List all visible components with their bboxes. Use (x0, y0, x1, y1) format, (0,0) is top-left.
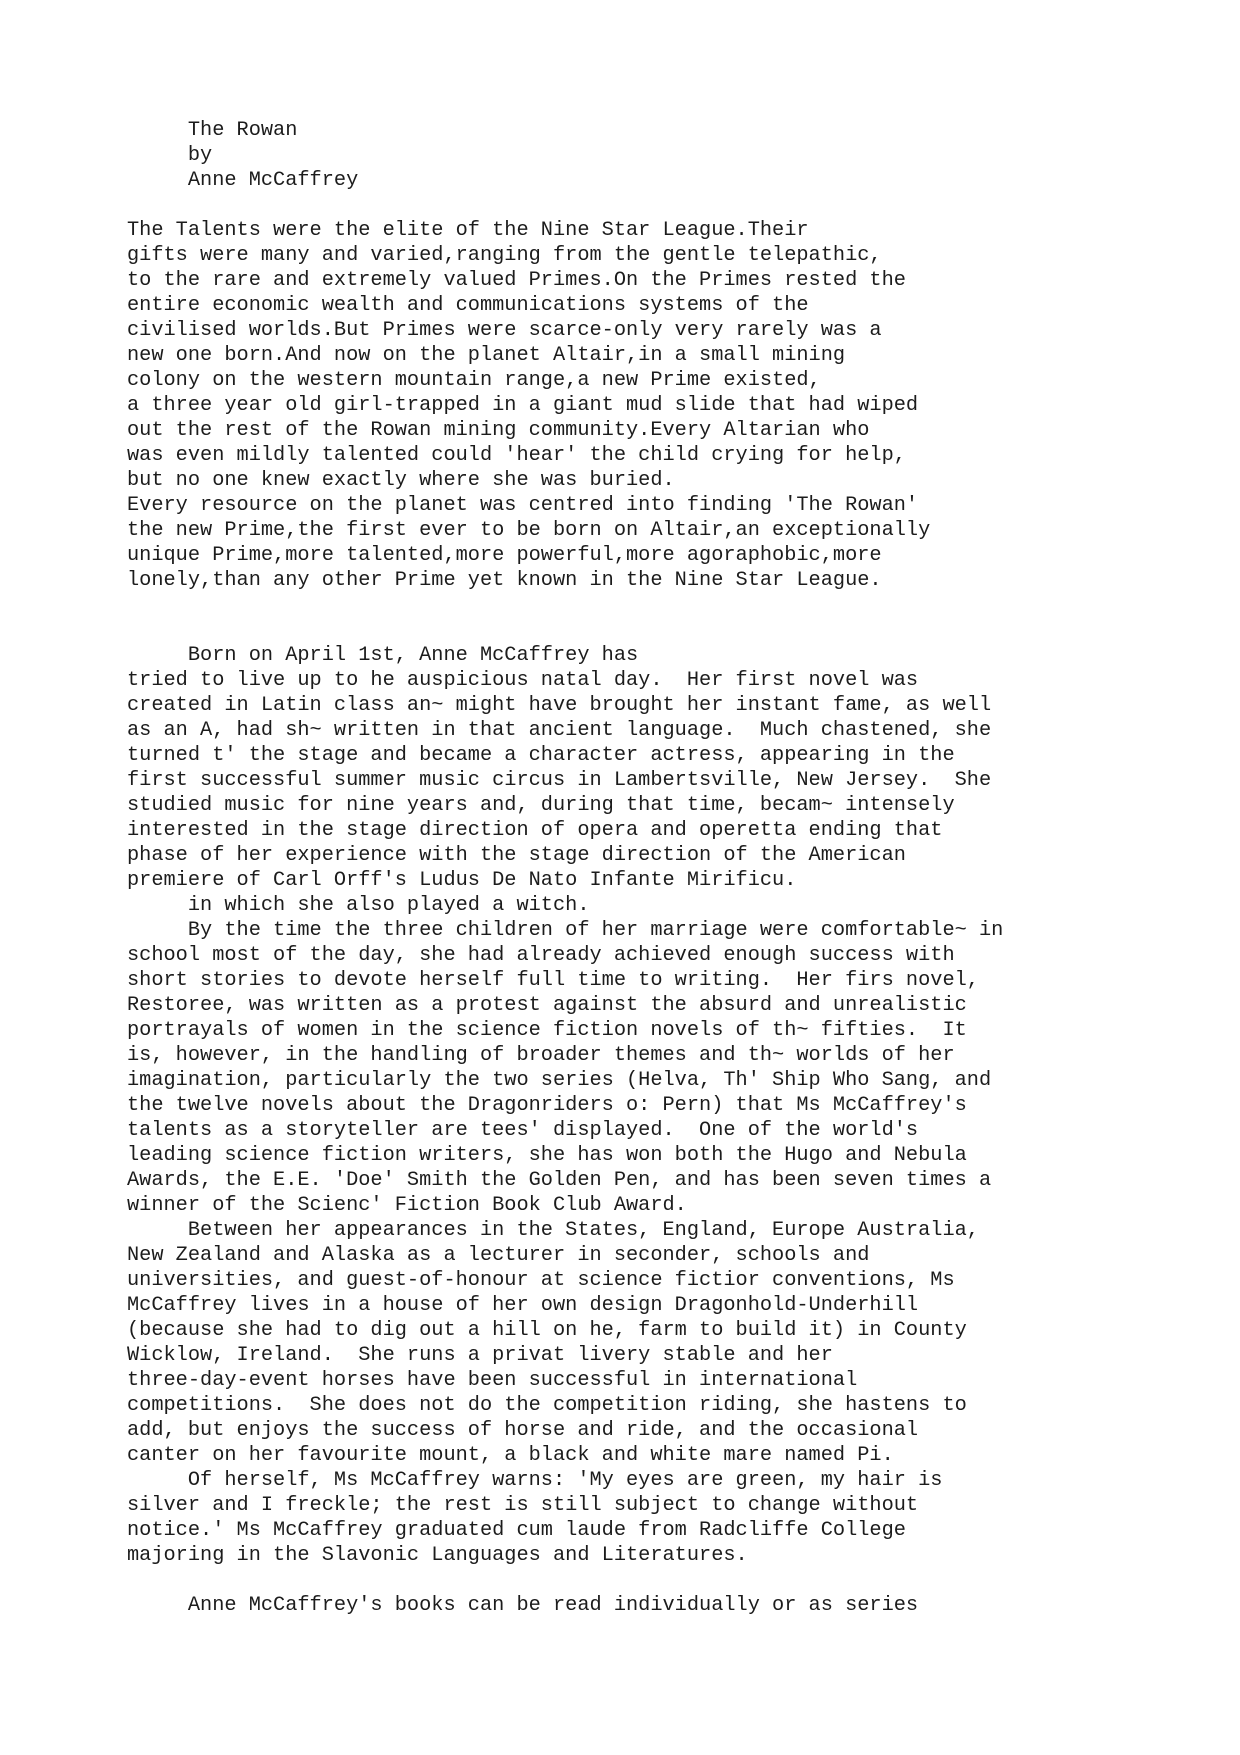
bio-line: New Zealand and Alaska as a lecturer in seconder, schools and (127, 1244, 870, 1267)
bio-line: school most of the day, she had already achieved enough success with (127, 944, 955, 967)
bio-line: talents as a storyteller are tees' displayed. One of the world's (127, 1119, 919, 1142)
book-title: The Rowan (127, 119, 298, 142)
bio-line: is, however, in the handling of broader themes and th~ worlds of her (127, 1044, 955, 1067)
bio-line: add, but enjoys the success of horse and ride, and the occasional (127, 1419, 919, 1442)
blurb-line: lonely,than any other Prime yet known in the Nine Star League. (127, 569, 882, 592)
bio-line: competitions. She does not do the competition riding, she hastens to (127, 1394, 967, 1417)
bio-line: phase of her experience with the stage direction of the American (127, 844, 906, 867)
blurb-line: was even mildly talented could 'hear' the child crying for help, (127, 444, 906, 467)
bio-line: majoring in the Slavonic Languages and Literatures. (127, 1544, 748, 1567)
blurb-line: The Talents were the elite of the Nine Star League.Their (127, 219, 809, 242)
bio-line: Awards, the E.E. 'Doe' Smith the Golden Pen, and has been seven times a (127, 1169, 992, 1192)
blurb-line: colony on the western mountain range,a new Prime existed, (127, 369, 821, 392)
blurb-line: a three year old girl-trapped in a giant mud slide that had wiped (127, 394, 919, 417)
bio-line: interested in the stage direction of opera and operetta ending that (127, 819, 943, 842)
bio-line: leading science fiction writers, she has won both the Hugo and Nebula (127, 1144, 967, 1167)
bio-line: universities, and guest-of-honour at science fictior conventions, Ms (127, 1269, 955, 1292)
closing-line: Anne McCaffrey's books can be read individually or as series (127, 1594, 919, 1617)
blurb-line: civilised worlds.But Primes were scarce-only very rarely was a (127, 319, 882, 342)
bio-line: studied music for nine years and, during that time, becam~ intensely (127, 794, 955, 817)
blurb-line: gifts were many and varied,ranging from the gentle telepathic, (127, 244, 882, 267)
blurb-line: Every resource on the planet was centred into finding 'The Rowan' (127, 494, 919, 517)
blurb-line: the new Prime,the first ever to be born on Altair,an exceptionally (127, 519, 931, 542)
bio-line: first successful summer music circus in Lambertsville, New Jersey. She (127, 769, 992, 792)
bio-line: Restoree, was written as a protest against the absurd and unrealistic (127, 994, 967, 1017)
blurb-line: entire economic wealth and communications systems of the (127, 294, 809, 317)
bio-line: the twelve novels about the Dragonriders o: Pern) that Ms McCaffrey's (127, 1094, 967, 1117)
bio-line: created in Latin class an~ might have brought her instant fame, as well (127, 694, 992, 717)
bio-line: Wicklow, Ireland. She runs a privat livery stable and her (127, 1344, 833, 1367)
blurb-line: out the rest of the Rowan mining community.Every Altarian who (127, 419, 870, 442)
bio-line: premiere of Carl Orff's Ludus De Nato Infante Mirificu. (127, 869, 797, 892)
bio-line: three-day-event horses have been successful in international (127, 1369, 858, 1392)
bio-line: imagination, particularly the two series (Helva, Th' Ship Who Sang, and (127, 1069, 992, 1092)
blurb-line: but no one knew exactly where she was buried. (127, 469, 675, 492)
blurb-line: unique Prime,more talented,more powerful,more agoraphobic,more (127, 544, 882, 567)
bio-line: Between her appearances in the States, England, Europe Australia, (127, 1219, 979, 1242)
bio-line: winner of the Scienc' Fiction Book Club Award. (127, 1194, 687, 1217)
bio-line: (because she had to dig out a hill on he, farm to build it) in County (127, 1319, 967, 1342)
bio-line: portrayals of women in the science fiction novels of th~ fifties. It (127, 1019, 967, 1042)
bio-line: as an A, had sh~ written in that ancient language. Much chastened, she (127, 719, 992, 742)
bio-line: turned t' the stage and became a character actress, appearing in the (127, 744, 955, 767)
author-name: Anne McCaffrey (127, 169, 359, 192)
bio-line: Born on April 1st, Anne McCaffrey has (127, 644, 639, 667)
bio-line: short stories to devote herself full time to writing. Her firs novel, (127, 969, 979, 992)
byline: by (127, 144, 213, 167)
blurb-line: new one born.And now on the planet Altair,in a small mining (127, 344, 846, 367)
blurb-line: to the rare and extremely valued Primes.On the Primes rested the (127, 269, 906, 292)
bio-line: By the time the three children of her marriage were comfortable~ in (127, 919, 1004, 942)
bio-line: Of herself, Ms McCaffrey warns: 'My eyes are green, my hair is (127, 1469, 943, 1492)
bio-line: notice.' Ms McCaffrey graduated cum laude from Radcliffe College (127, 1519, 906, 1542)
bio-line: canter on her favourite mount, a black and white mare named Pi. (127, 1444, 894, 1467)
bio-line: in which she also played a witch. (127, 894, 590, 917)
bio-line: McCaffrey lives in a house of her own design Dragonhold-Underhill (127, 1294, 919, 1317)
bio-line: silver and I freckle; the rest is still subject to change without (127, 1494, 919, 1517)
bio-line: tried to live up to he auspicious natal day. Her first novel was (127, 669, 919, 692)
